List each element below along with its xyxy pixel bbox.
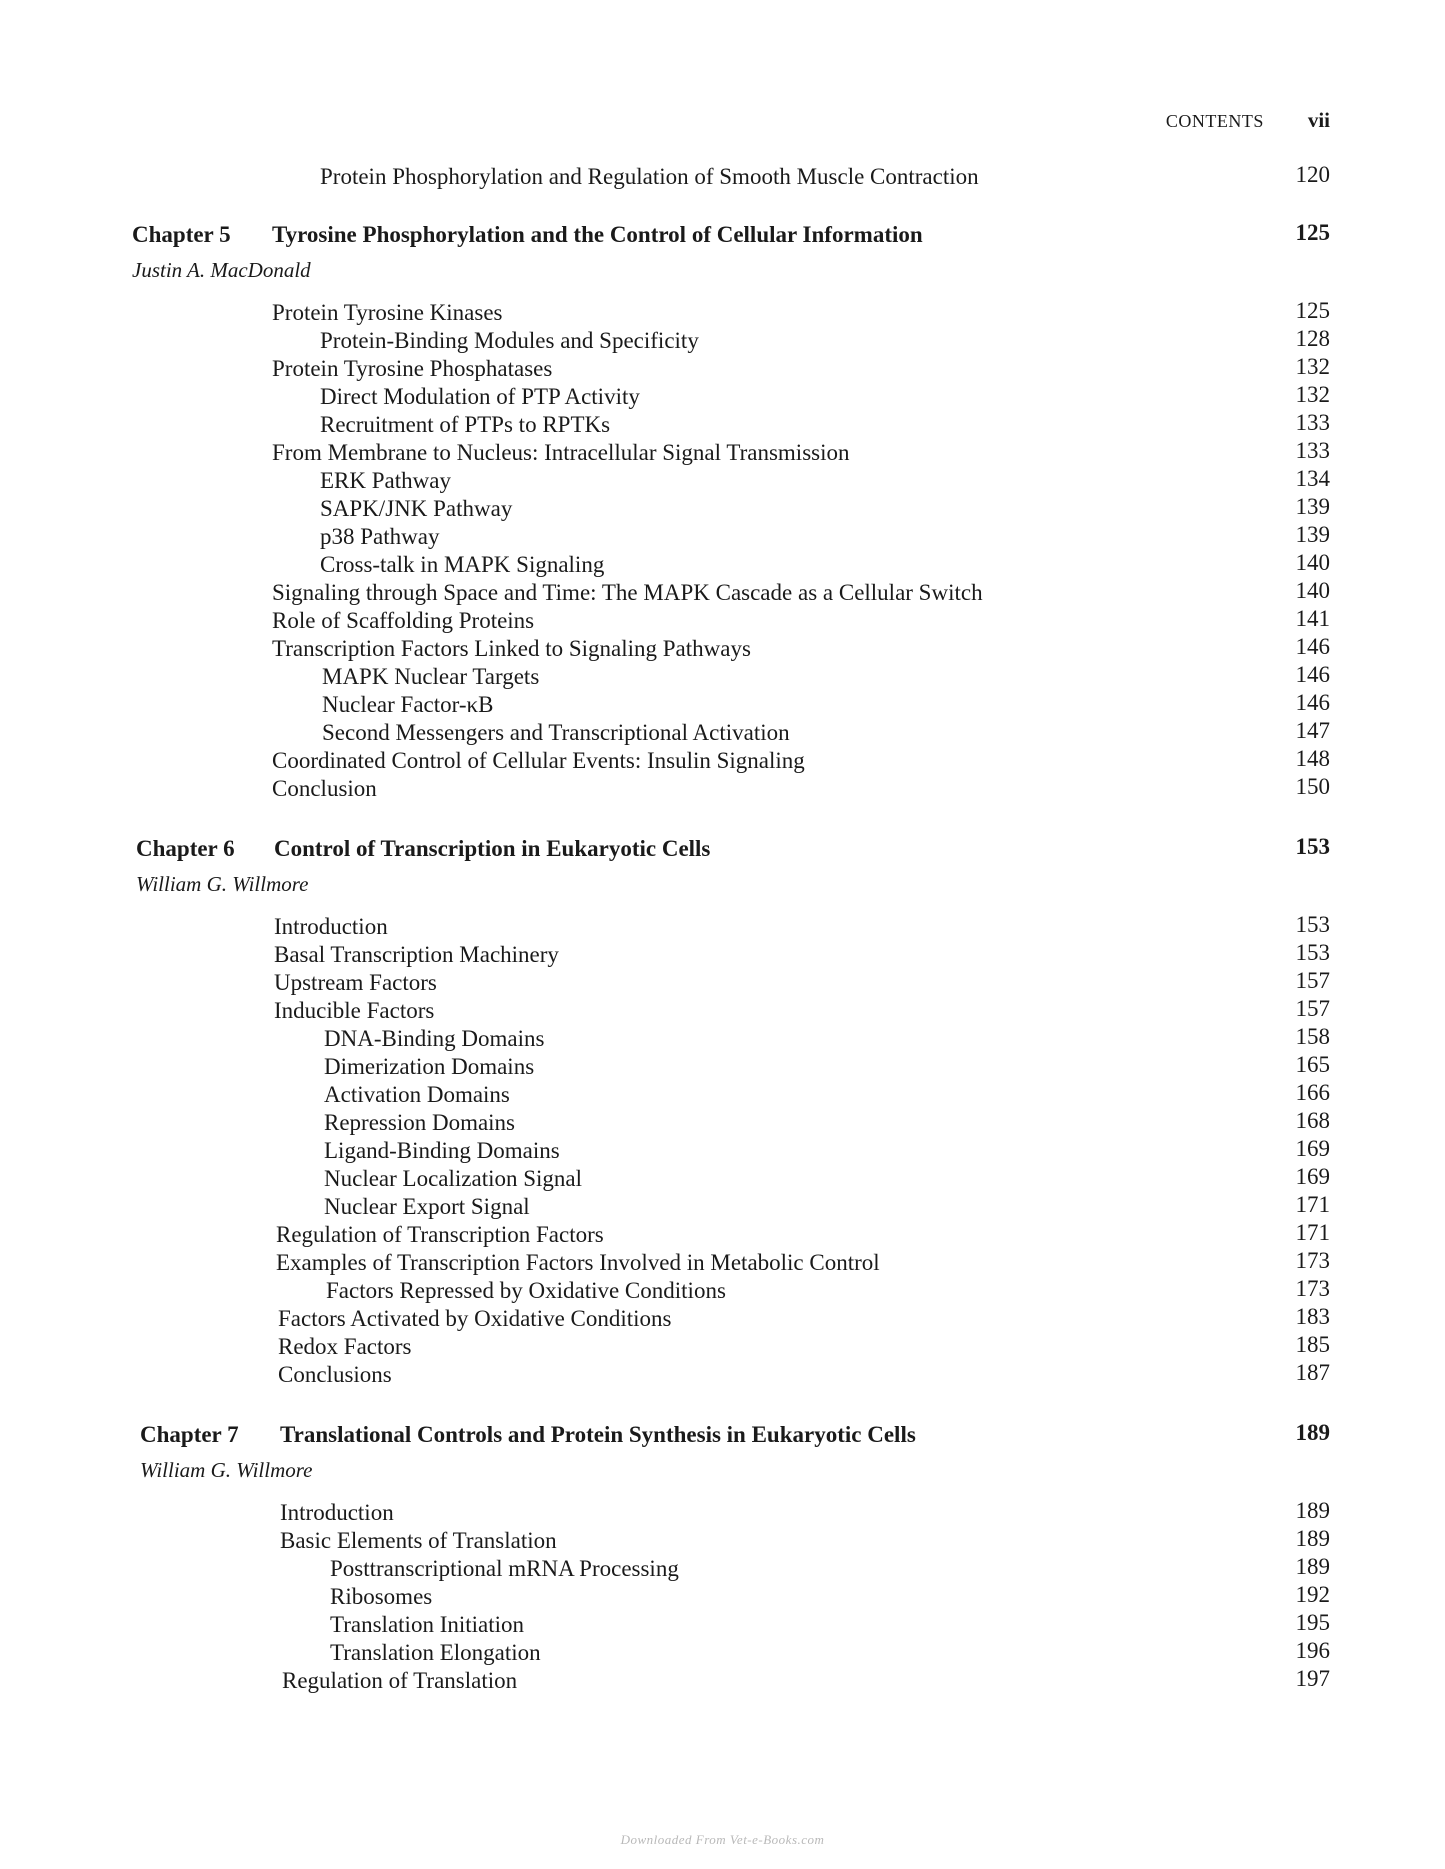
toc-entry-page: 139 (1295, 522, 1330, 547)
toc-subentry-title: Dimerization Domains (324, 1054, 535, 1079)
toc-subentry-title: Activation Domains (324, 1082, 510, 1107)
chapter-label: Chapter 6 (136, 836, 235, 861)
chapter-author: William G. Willmore (140, 1458, 313, 1482)
toc-entry-page: 132 (1295, 382, 1330, 407)
toc-entry-page: 146 (1295, 634, 1330, 659)
toc-entry-title: Protein Phosphorylation and Regulation of Smooth Muscle Contraction (320, 164, 979, 189)
toc-entry-page: 157 (1295, 968, 1330, 993)
toc-subentry-title: Translation Initiation (330, 1612, 525, 1637)
toc-entry-page: 171 (1295, 1220, 1330, 1245)
toc-entry-page: 157 (1295, 996, 1330, 1021)
chapter-label: Chapter 7 (140, 1422, 239, 1447)
toc-entry-page: 185 (1295, 1332, 1330, 1357)
toc-entry-title: Factors Activated by Oxidative Conditions (278, 1306, 672, 1331)
toc-entry-title: Conclusions (278, 1362, 392, 1387)
toc-entry-page: 166 (1295, 1080, 1330, 1105)
running-title: CONTENTS (1165, 111, 1264, 131)
chapter-page: 125 (1295, 220, 1330, 245)
toc-entry-page: 125 (1295, 298, 1330, 323)
toc-entry-title: Basal Transcription Machinery (274, 942, 559, 967)
toc-entry-page: 146 (1295, 662, 1330, 687)
toc-entry-title: Introduction (280, 1500, 394, 1525)
toc-entry-page: 133 (1295, 438, 1330, 463)
chapter-title: Translational Controls and Protein Synthesis in Eukaryotic Cells (280, 1422, 916, 1447)
toc-subentry-title: Repression Domains (324, 1110, 516, 1135)
toc-entry-page: 140 (1295, 550, 1330, 575)
chapter-page: 189 (1295, 1420, 1330, 1445)
toc-entry-title: From Membrane to Nucleus: Intracellular Signal Transmission (272, 440, 850, 465)
toc-entry-page: 147 (1295, 718, 1330, 743)
toc-entry-title: Signaling through Space and Time: The MAPK Cascade as a Cellular Switch (272, 580, 983, 605)
toc-subentry-title: SAPK/JNK Pathway (320, 496, 513, 521)
toc-subentry-title: MAPK Nuclear Targets (322, 664, 540, 689)
toc-entry-page: 133 (1295, 410, 1330, 435)
toc-entry-title: Introduction (274, 914, 388, 939)
toc-entry-page: 173 (1295, 1248, 1330, 1273)
toc-subentry-title: Nuclear Factor-κB (322, 692, 494, 717)
running-head (1166, 108, 1330, 133)
toc-subentry-title: Direct Modulation of PTP Activity (320, 384, 640, 409)
toc-entry-page: 134 (1295, 466, 1330, 491)
toc-subentry-title: p38 Pathway (320, 524, 440, 549)
toc-subentry-title: ERK Pathway (320, 468, 451, 493)
toc-entry-title: Examples of Transcription Factors Involved in Metabolic Control (276, 1250, 880, 1275)
toc-entry-page: 158 (1295, 1024, 1330, 1049)
toc-entry-page: 165 (1295, 1052, 1330, 1077)
toc-subentry-title: Ribosomes (330, 1584, 433, 1609)
toc-entry-page: 173 (1295, 1276, 1330, 1301)
toc-entry-page: 189 (1295, 1526, 1330, 1551)
toc-entry-page: 171 (1295, 1192, 1330, 1217)
toc-entry-page: 187 (1295, 1360, 1330, 1385)
toc-entry-page: 148 (1295, 746, 1330, 771)
chapter-title: Control of Transcription in Eukaryotic Cells (274, 836, 711, 861)
toc-entry-page: 146 (1295, 690, 1330, 715)
toc-entry-page: 153 (1295, 940, 1330, 965)
toc-entry-title: Redox Factors (278, 1334, 412, 1359)
toc-entry-page: 141 (1295, 606, 1330, 631)
toc-entry-page: 189 (1295, 1498, 1330, 1523)
toc-entry-title: Conclusion (272, 776, 377, 801)
toc-entry-title: Protein Tyrosine Kinases (272, 300, 503, 325)
watermark-text: Downloaded From Vet-e-Books.com (620, 1832, 825, 1847)
toc-entry-page: 132 (1295, 354, 1330, 379)
toc-subentry-title: Second Messengers and Transcriptional Activation (322, 720, 790, 745)
toc-entry-page: 128 (1295, 326, 1330, 351)
toc-entry-page: 168 (1295, 1108, 1330, 1133)
toc-entry-page: 169 (1295, 1136, 1330, 1161)
toc-entry-page: 139 (1295, 494, 1330, 519)
chapter-author: Justin A. MacDonald (132, 258, 311, 282)
toc-entry-title: Regulation of Transcription Factors (276, 1222, 604, 1247)
toc-subentry-title: Nuclear Localization Signal (324, 1166, 583, 1191)
chapter-page: 153 (1295, 834, 1330, 859)
toc-entry-title: Coordinated Control of Cellular Events: Insulin Signaling (272, 748, 805, 773)
toc-entry-title: Regulation of Translation (282, 1668, 518, 1693)
toc-entry-title: Transcription Factors Linked to Signaling Pathways (272, 636, 751, 661)
toc-entry-page: 140 (1295, 578, 1330, 603)
chapter-author: William G. Willmore (136, 872, 309, 896)
toc-entry-title: Role of Scaffolding Proteins (272, 608, 535, 633)
toc-entry-page: 196 (1295, 1638, 1330, 1663)
toc-subentry-title: Recruitment of PTPs to RPTKs (320, 412, 611, 437)
toc-entry-title: Upstream Factors (274, 970, 437, 995)
toc-entry-page: 150 (1295, 774, 1330, 799)
toc-subentry-title: Cross-talk in MAPK Signaling (320, 552, 605, 577)
toc-subentry-title: Nuclear Export Signal (324, 1194, 530, 1219)
toc-entry-page: 153 (1295, 912, 1330, 937)
page-number: vii (1307, 108, 1330, 132)
toc-subentry-title: Posttranscriptional mRNA Processing (330, 1556, 679, 1581)
chapter-label: Chapter 5 (132, 222, 231, 247)
toc-entry-page: 192 (1295, 1582, 1330, 1607)
toc-subentry-title: Protein-Binding Modules and Specificity (320, 328, 699, 353)
toc-subentry-title: DNA-Binding Domains (324, 1026, 545, 1051)
toc-subentry-title: Translation Elongation (330, 1640, 541, 1665)
toc-entry-page: 183 (1295, 1304, 1330, 1329)
toc-entry-title: Protein Tyrosine Phosphatases (272, 356, 553, 381)
toc-entry-page: 169 (1295, 1164, 1330, 1189)
toc-entry-page: 197 (1295, 1666, 1330, 1691)
toc-subentry-title: Ligand-Binding Domains (324, 1138, 560, 1163)
toc-entry-page: 189 (1295, 1554, 1330, 1579)
toc-entry-title: Basic Elements of Translation (280, 1528, 557, 1553)
toc-entry-title: Inducible Factors (274, 998, 435, 1023)
chapter-title: Tyrosine Phosphorylation and the Control of Cellular Information (272, 222, 923, 247)
toc-entry-page: 120 (1295, 162, 1330, 187)
toc-entry-page: 195 (1295, 1610, 1330, 1635)
toc-subentry-title: Factors Repressed by Oxidative Conditions (326, 1278, 726, 1303)
